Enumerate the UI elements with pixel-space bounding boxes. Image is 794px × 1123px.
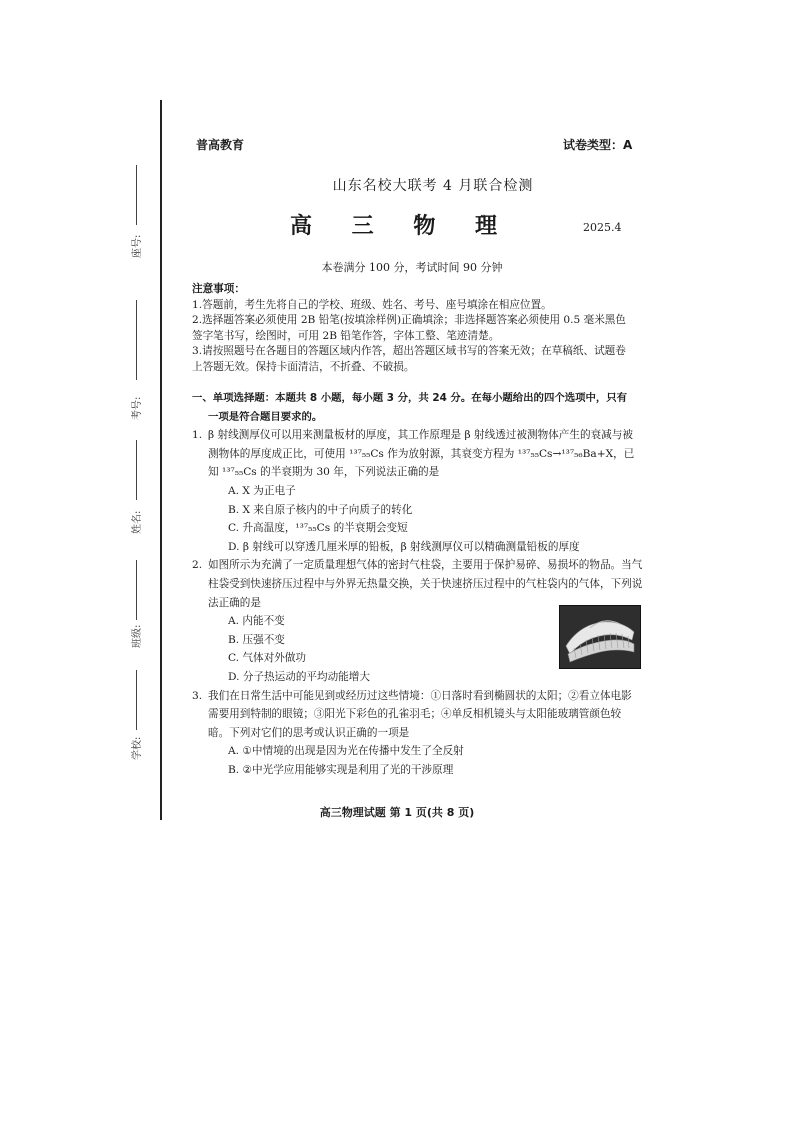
- side-underline-exam-no: [136, 300, 137, 380]
- side-field-exam-no: 考号:: [132, 396, 143, 420]
- publisher-label: 普高教育: [196, 138, 245, 152]
- option-a: A. 内能不变: [228, 615, 285, 628]
- option-b: B. 压强不变: [228, 633, 285, 646]
- question-area: [192, 389, 643, 779]
- question-1: [192, 426, 640, 556]
- exam-title: 高 三 物 理: [290, 214, 513, 239]
- air-column-bag-figure: [559, 605, 641, 669]
- option-b: B. X 来自原子核内的中子向质子的转化: [228, 503, 413, 516]
- side-field-school: 学校:: [132, 736, 143, 760]
- section-heading: [192, 389, 640, 426]
- side-underline-school: [136, 670, 137, 730]
- question-number: 2.: [192, 559, 203, 572]
- question-stem: β 射线测厚仪可以用来测量板材的厚度，其工作原理是 β 射线透过被测物体产生的衰减与被测物体的厚度成正比，可使用 ¹³⁷₅₅Cs 作为放射源，其衰变方程为 ¹³⁷₅₅Cs→¹³⁷₅₆Ba+X，已知 ¹³⁷₅₅Cs 的半衰期为 30 年，下列说法正确的是: [208, 429, 635, 479]
- exam-subtitle: [0, 175, 794, 195]
- section-heading-line1: 一、单项选择题：本题共 8 小题，每小题 3 分，共 24 分。在每小题给出的四个选项中，只有: [192, 392, 628, 404]
- option-a: A. ①中情境的出现是因为光在传播中发生了全反射: [228, 745, 464, 758]
- option-a: A. X 为正电子: [228, 484, 296, 497]
- exam-date: 2025.4: [583, 221, 622, 234]
- exam-subtitle-text: 山东名校大联考 4 月联合检测: [332, 178, 534, 194]
- side-underline-class: [136, 560, 137, 620]
- option-c: C. 升高温度，¹³⁷₅₅Cs 的半衰期会变短: [228, 522, 408, 535]
- side-underline-name: [136, 440, 137, 500]
- side-field-class: 班级:: [132, 624, 143, 648]
- air-column-bag-image: [560, 606, 640, 668]
- question-stem: 我们在日常生活中可能见到或经历过这些情境：①日落时看到椭圆状的太阳；②看立体电影需要用到特制的眼镜；③阳光下彩色的孔雀羽毛；④单反相机镜头与太阳能玻璃管颜色较暗。下列对它们的思考或认识正确的一项是: [208, 689, 632, 739]
- notes-item: 2.选择题答案必须使用 2B 铅笔(按填涂样例)正确填涂；非选择题答案必须使用 0.5 毫米黑色签字笔书写，绘图时，可用 2B 铅笔作答，字体工整、笔迹清楚。: [192, 314, 626, 342]
- side-underline-seat: [136, 165, 137, 225]
- question-number: 3.: [192, 689, 203, 702]
- score-line-text: 本卷满分 100 分，考试时间 90 分钟: [321, 261, 503, 274]
- binding-line: [160, 100, 162, 820]
- notes-item: 3.请按照题号在各题目的答题区域内作答，超出答题区域书写的答案无效；在草稿纸、试题卷上答题无效。保持卡面清洁，不折叠、不破损。: [192, 345, 626, 373]
- question-3: [192, 687, 640, 780]
- question-number: 1.: [192, 429, 203, 442]
- side-field-name: 姓名:: [132, 510, 143, 534]
- option-c: C. 气体对外做功: [228, 652, 307, 665]
- paper-type-label: 试卷类型：A: [563, 138, 633, 152]
- notes-block: [192, 282, 632, 376]
- question-stem: 如图所示为充满了一定质量理想气体的密封气柱袋，主要用于保护易碎、易损坏的物品。当气柱袋受到快速挤压过程中与外界无热量交换，关于快速挤压过程中的气柱袋内的气体，下列说法正确的是: [208, 559, 643, 609]
- option-b: B. ②中光学应用能够实现是利用了光的干涉原理: [228, 763, 454, 776]
- notes-item: 1.答题前，考生先将自己的学校、班级、姓名、考号、座号填涂在相应位置。: [192, 298, 552, 311]
- side-field-seat: 座号:: [132, 234, 143, 258]
- option-d: D. β 射线可以穿透几厘米厚的铅板，β 射线测厚仪可以精确测量铅板的厚度: [228, 540, 580, 553]
- score-line: [0, 259, 794, 275]
- option-d: D. 分子热运动的平均动能增大: [228, 670, 370, 683]
- page-footer: 高三物理试题 第 1 页(共 8 页): [319, 806, 475, 819]
- section-heading-line2: 一项是符合题目要求的。: [208, 410, 323, 423]
- notes-title: 注意事项：: [192, 283, 245, 295]
